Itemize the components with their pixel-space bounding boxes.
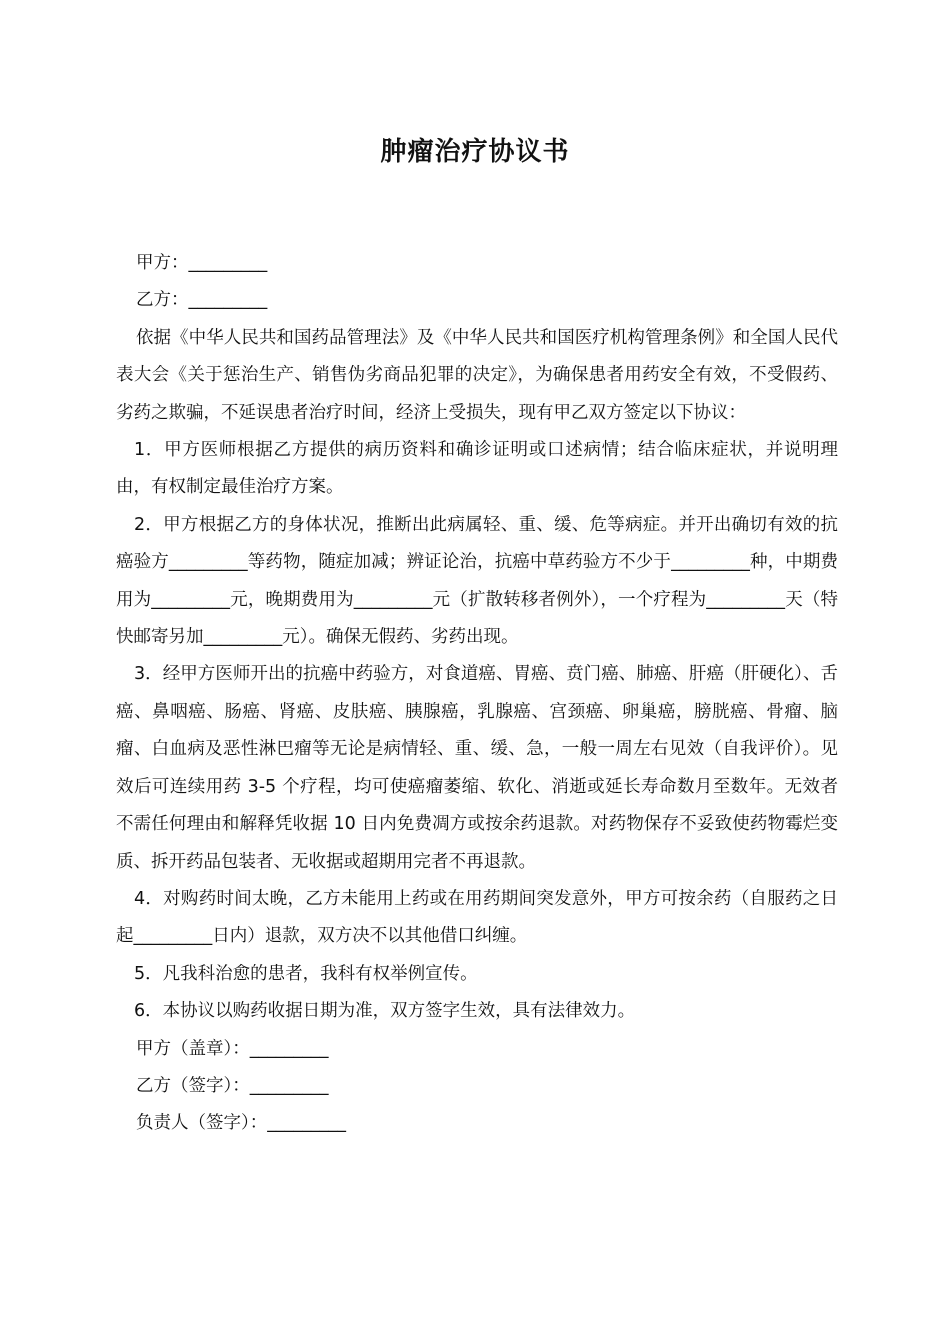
signature-party-a: 甲方（盖章）：_________	[136, 1038, 329, 1059]
clause-2: 2．甲方根据乙方的身体状况，推断出此病属轻、重、缓、危等病症。并开出确切有效的抗癌验方_________等药物，随症加减；辨证论治，抗癌中草药验方不少于_________种，中期费用为_________元，晚期费用为_________元（扩散转移者例外），一个疗程为_________天（特快邮寄另加_________元）。确保无假药、劣药出现。	[116, 514, 838, 648]
clause-6: 6．本协议以购药收据日期为准，双方签字生效，具有法律效力。	[134, 1001, 636, 1022]
signature-party-b: 乙方（签字）：_________	[136, 1075, 329, 1096]
party-a-line: 甲方：_________	[136, 253, 268, 273]
party-b-line: 乙方：_________	[136, 290, 268, 311]
clause-4: 4．对购药时间太晚，乙方未能用上药或在用药期间突发意外，甲方可按余药（自服药之日起_________日内）退款，双方决不以其他借口纠缠。	[116, 888, 838, 947]
signature-responsible-person: 负责人（签字）：_________	[136, 1113, 346, 1134]
preamble-paragraph: 依据《中华人民共和国药品管理法》及《中华人民共和国医疗机构管理条例》和全国人民代表大会《关于惩治生产、销售伪劣商品犯罪的决定》，为确保患者用药安全有效，不受假药、劣药之欺骗，不延误患者治疗时间，经济上受损失，现有甲乙双方签定以下协议：	[116, 327, 838, 423]
clause-1: 1．甲方医师根据乙方提供的病历资料和确诊证明或口述病情；结合临床症状，并说明理由，有权制定最佳治疗方案。	[116, 440, 838, 498]
clause-3: 3．经甲方医师开出的抗癌中药验方，对食道癌、胃癌、贲门癌、肺癌、肝癌（肝硬化）、舌癌、鼻咽癌、肠癌、肾癌、皮肤癌、胰腺癌，乳腺癌、宫颈癌、卵巢癌，膀胱癌、骨瘤、脑瘤、白血病及恶性淋巴瘤等无论是病情轻、重、缓、急，一般一周左右见效（自我评价）。见效后可连续用药 3-5 个疗程，均可使癌瘤萎缩、软化、消逝或延长寿命数月至数年。无效者不需任何理由和解释凭收据 10 日内免费凋方或按余药退款。对药物保存不妥致使药物霉烂变质、拆开药品包装者、无收据或超期用完者不再退款。	[116, 664, 838, 872]
document-body	[116, 245, 838, 1143]
clause-5: 5．凡我科治愈的患者，我科有权举例宣传。	[134, 963, 478, 984]
document-title: 肿瘤治疗协议书	[380, 137, 570, 167]
